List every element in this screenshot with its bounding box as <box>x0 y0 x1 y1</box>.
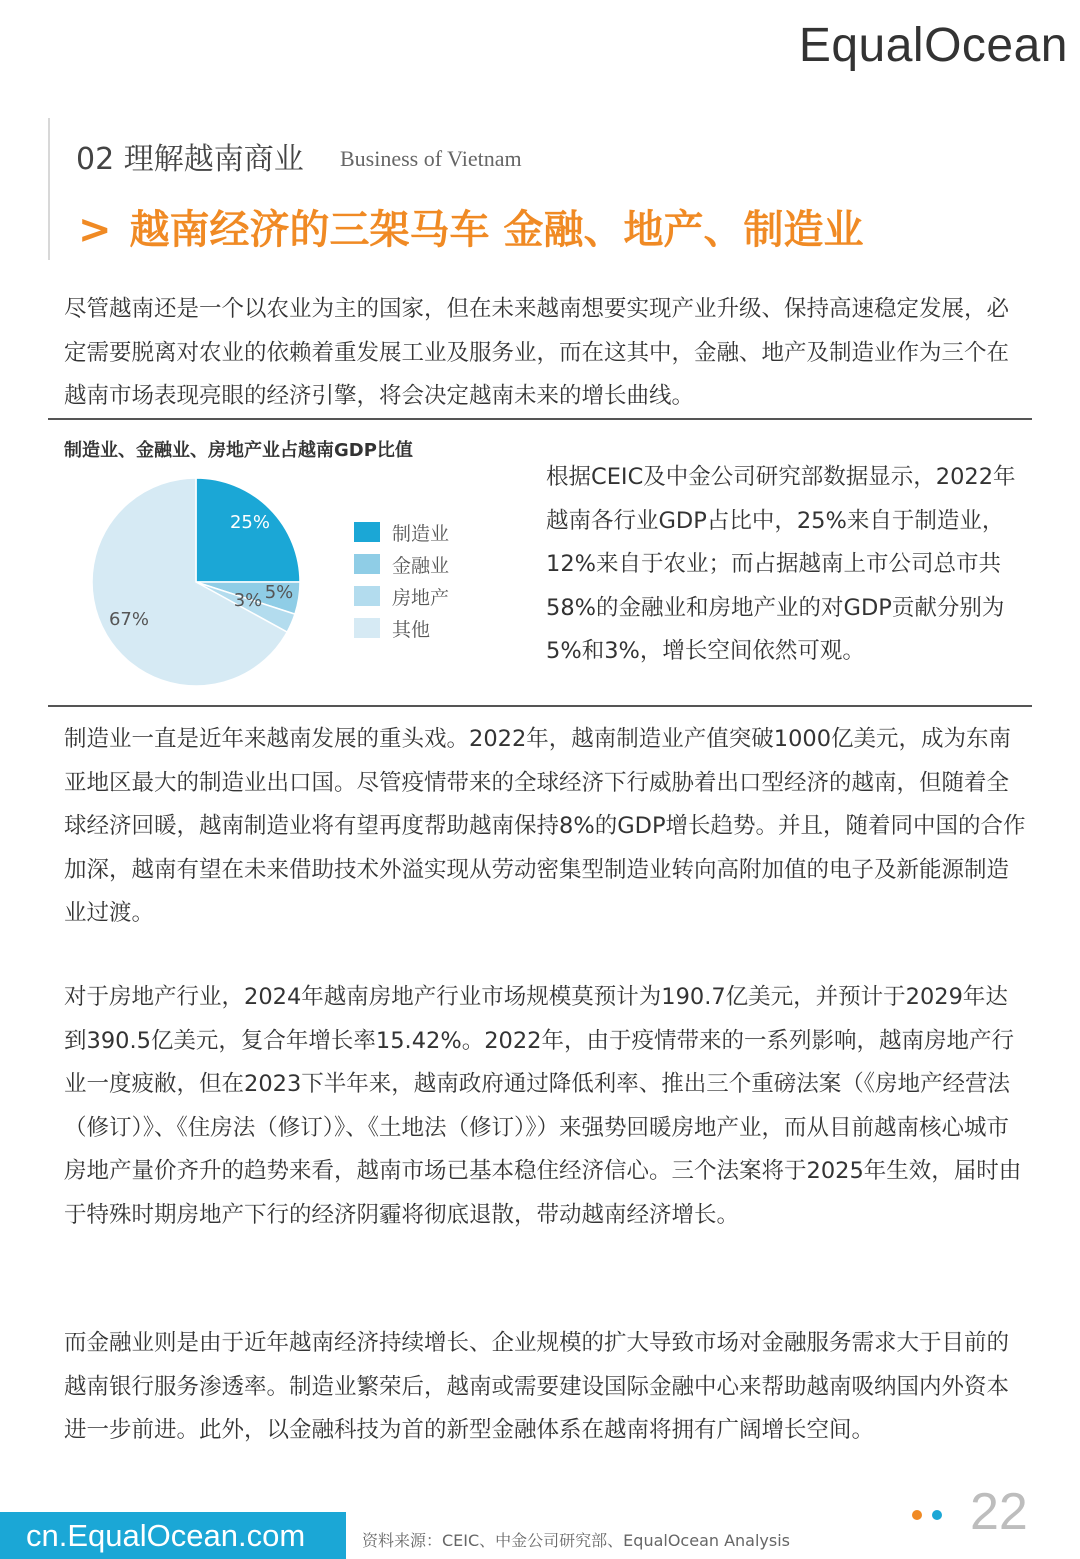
page-number: 22 <box>970 1483 1028 1541</box>
source-note: 资料来源：CEIC、中金公司研究部、EqualOcean Analysis <box>362 1531 791 1550</box>
finance-paragraph: 而金融业则是由于近年越南经济持续增长、企业规模的扩大导致市场对金融服务需求大于目前的越南银行服务渗透率。制造业繁荣后，越南或需要建设国际金融中心来帮助越南吸纳国内外资本进一步前进。此外，以金融科技为首的新型金融体系在越南将拥有广阔增长空间。 <box>64 1330 1010 1443</box>
legend-label: 其他 <box>392 618 431 641</box>
orange-dot <box>912 1510 922 1520</box>
logo-text: EqualOcean <box>798 19 1068 72</box>
headline-text: 越南经济的三架马车 金融、地产、制造业 <box>129 207 864 253</box>
legend-swatch <box>354 586 380 606</box>
pie-chart <box>60 470 340 690</box>
divider-line <box>48 705 1032 707</box>
section-divider <box>48 118 50 260</box>
pie-data-label: 3% <box>233 590 263 611</box>
divider-line <box>48 418 1032 420</box>
legend-item <box>354 548 449 580</box>
section-english-title: Business of Vietnam <box>340 146 522 171</box>
legend-swatch <box>354 522 380 542</box>
legend-label: 制造业 <box>392 522 450 545</box>
pie-data-label: 67% <box>108 609 150 630</box>
legend-swatch <box>354 554 380 574</box>
legend-swatch <box>354 618 380 638</box>
manufacturing-paragraph: 制造业一直是近年来越南发展的重头戏。2022年，越南制造业产值突破1000亿美元，成为东南亚地区最大的制造业出口国。尽管疫情带来的全球经济下行威胁着出口型经济的越南，但随着全球经济回暖，越南制造业将有望再度帮助越南保持8%的GDP增长趋势。并且，随着同中国的合作加深，越南有望在未来借助技术外溢实现从劳动密集型制造业转向高附加值的电子及新能源制造业过渡。 <box>64 726 1026 926</box>
pie-data-label: 25% <box>229 512 271 533</box>
pie-data-label: 5% <box>264 582 294 603</box>
section-title: 02 理解越南商业 <box>76 142 304 177</box>
legend-item <box>354 612 449 644</box>
real-estate-paragraph: 对于房地产行业，2024年越南房地产行业市场规模莫预计为190.7亿美元，并预计于2029年达到390.5亿美元，复合年增长率15.42%。2022年，由于疫情带来的一系列影响，越南房地产行业一度疲敝，但在2023下半年来，越南政府通过降低利率、推出三个重磅法案（《房地产经营法（修订）》、《住房法（修订）》、《土地法（修订）》）来强势回暖房地产业，而从目前越南核心城市房地产量价齐升的趋势来看，越南市场已基本稳住经济信心。三个法案将于2025年生效，届时由于特殊时期房地产下行的经济阴霾将彻底退散，带动越南经济增长。 <box>64 984 1022 1228</box>
legend-item <box>354 516 449 548</box>
legend-label: 金融业 <box>392 554 450 577</box>
chart-description: 根据CEIC及中金公司研究部数据显示，2022年越南各行业GDP占比中，25%来自于制造业，12%来自于农业；而占据越南上市公司总市共58%的金融业和房地产业的对GDP贡献分别为5%和3%，增长空间依然可观。 <box>546 464 1016 664</box>
equalocean-logo <box>799 18 1068 73</box>
chart-title: 制造业、金融业、房地产业占越南GDP比值 <box>64 440 413 461</box>
footer-url-link[interactable]: cn.EqualOcean.com <box>26 1518 306 1553</box>
legend-label: 房地产 <box>392 586 450 609</box>
page-headline <box>78 198 863 255</box>
legend-item <box>354 580 449 612</box>
blue-dot <box>932 1510 942 1520</box>
chart-legend <box>354 516 449 644</box>
intro-paragraph: 尽管越南还是一个以农业为主的国家，但在未来越南想要实现产业升级、保持高速稳定发展，必定需要脱离对农业的依赖着重发展工业及服务业，而在这其中，金融、地产及制造业作为三个在越南市场表现亮眼的经济引擎，将会决定越南未来的增长曲线。 <box>64 296 1010 409</box>
chevron-right-icon: > <box>78 207 112 253</box>
